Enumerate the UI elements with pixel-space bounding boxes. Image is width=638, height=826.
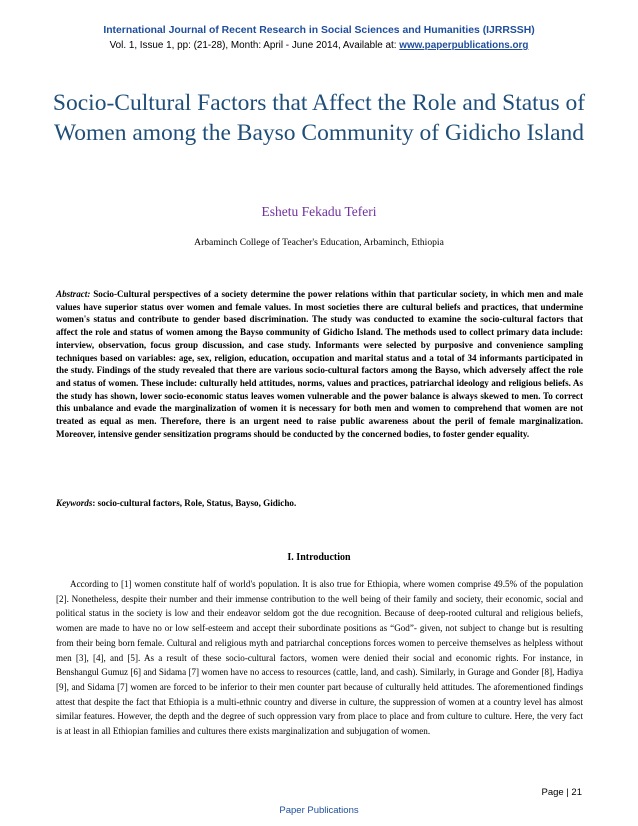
issue-text: Vol. 1, Issue 1, pp: (21-28), Month: April - June 2014, Available at: xyxy=(109,40,400,51)
section-heading-introduction: I. Introduction xyxy=(287,552,351,563)
publisher-footer: Paper Publications xyxy=(279,805,359,816)
introduction-paragraph: According to [1] women constitute half of world's population. It is also true for Ethiopia, where women comprise 49.5% of the population [2]. Nonetheless, despite their number and their immense contribution to the well being of their family and society, their economic, social and political status in the society is low and their endeavor seldom got the due recognition. Because of deep-rooted cultural and religious beliefs, women are made to have no or low self-esteem and accept their subordinate positions as “God”- given, not subject to change but is resulting from their being born female. Cultural and religious myth and patriarchal conceptions forces women to perceive themselves as helpless without men [3], [4], and [5]. As a result of these socio-cultural factors, women were denied their social and economic rights. For instance, in Benshangul Gumuz [6] and Sidama [7] women have no access to resources (cattle, land, and cash). Similarly, in Gurage and Gonder [8], Hadiya [9], and Sidama [7] women are forced to be inferior to their men counter part because of culturally held attitudes. The aforementioned findings attest that despite the fact that Ethiopia is a multi-ethnic country and diverse in culture, the suppression of women at a country level has almost similar features. However, the depth and the degree of such oppression vary from place to place and from culture to culture. Here, the very fact is at least in all Ethiopian families and cultures there exists marginalization and subjugation of women. xyxy=(56,579,583,737)
keywords-label: Keywords xyxy=(56,498,93,508)
author-name: Eshetu Fekadu Teferi xyxy=(261,204,377,219)
journal-name: International Journal of Recent Research in Social Sciences and Humanities (IJRRSSH) xyxy=(103,25,535,36)
abstract xyxy=(56,288,583,440)
author-affiliation: Arbaminch College of Teacher's Education, Arbaminch, Ethiopia xyxy=(194,237,444,248)
page-number: Page | 21 xyxy=(541,787,582,798)
website-link[interactable]: www.paperpublications.org xyxy=(399,40,529,51)
journal-header xyxy=(0,24,638,53)
keywords xyxy=(56,498,583,508)
keywords-text: : socio-cultural factors, Role, Status, Bayso, Gidicho. xyxy=(92,498,297,508)
issue-info xyxy=(0,39,638,53)
abstract-label: Abstract: xyxy=(56,289,91,299)
paper-title: Socio-Cultural Factors that Affect the Role and Status of Women among the Bayso Community of Gidicho Island xyxy=(52,90,586,146)
abstract-text: Socio-Cultural perspectives of a society determine the power relations within that particular society, in which men and male values have superior status over women and female values. In most societies there are cultural beliefs and practices, that undermine women's status and contribute to gender based discrimination. The study was conducted to examine the socio-cultural factors that affect the role and status of women among the Bayso community of Gidicho Island. The methods used to collect primary data include: interview, observation, focus group discussion, and case study. Informants were selected by purposive and convenience sampling techniques based on variables: age, sex, religion, education, occupation and marital status and a total of 34 informants participated in the study. Findings of the study revealed that there are various socio-cultural factors among the Bayso, which adversely affect the role and status of women. These include: culturally held attitudes, norms, values and practices, patriarchal ideology and religious beliefs. As the study has shown, lower socio-economic status leaves women vulnerable and the power balance is always skewed to men. To correct this unbalance and evade the marginalization of women it is necessary for both men and women to comprehend that women are not treated as equal as men. Therefore, there is an urgent need to raise public awareness about the peril of female marginalization. Moreover, intensive gender sensitization programs should be conducted by the concerned bodies, to foster gender equality. xyxy=(56,289,583,439)
